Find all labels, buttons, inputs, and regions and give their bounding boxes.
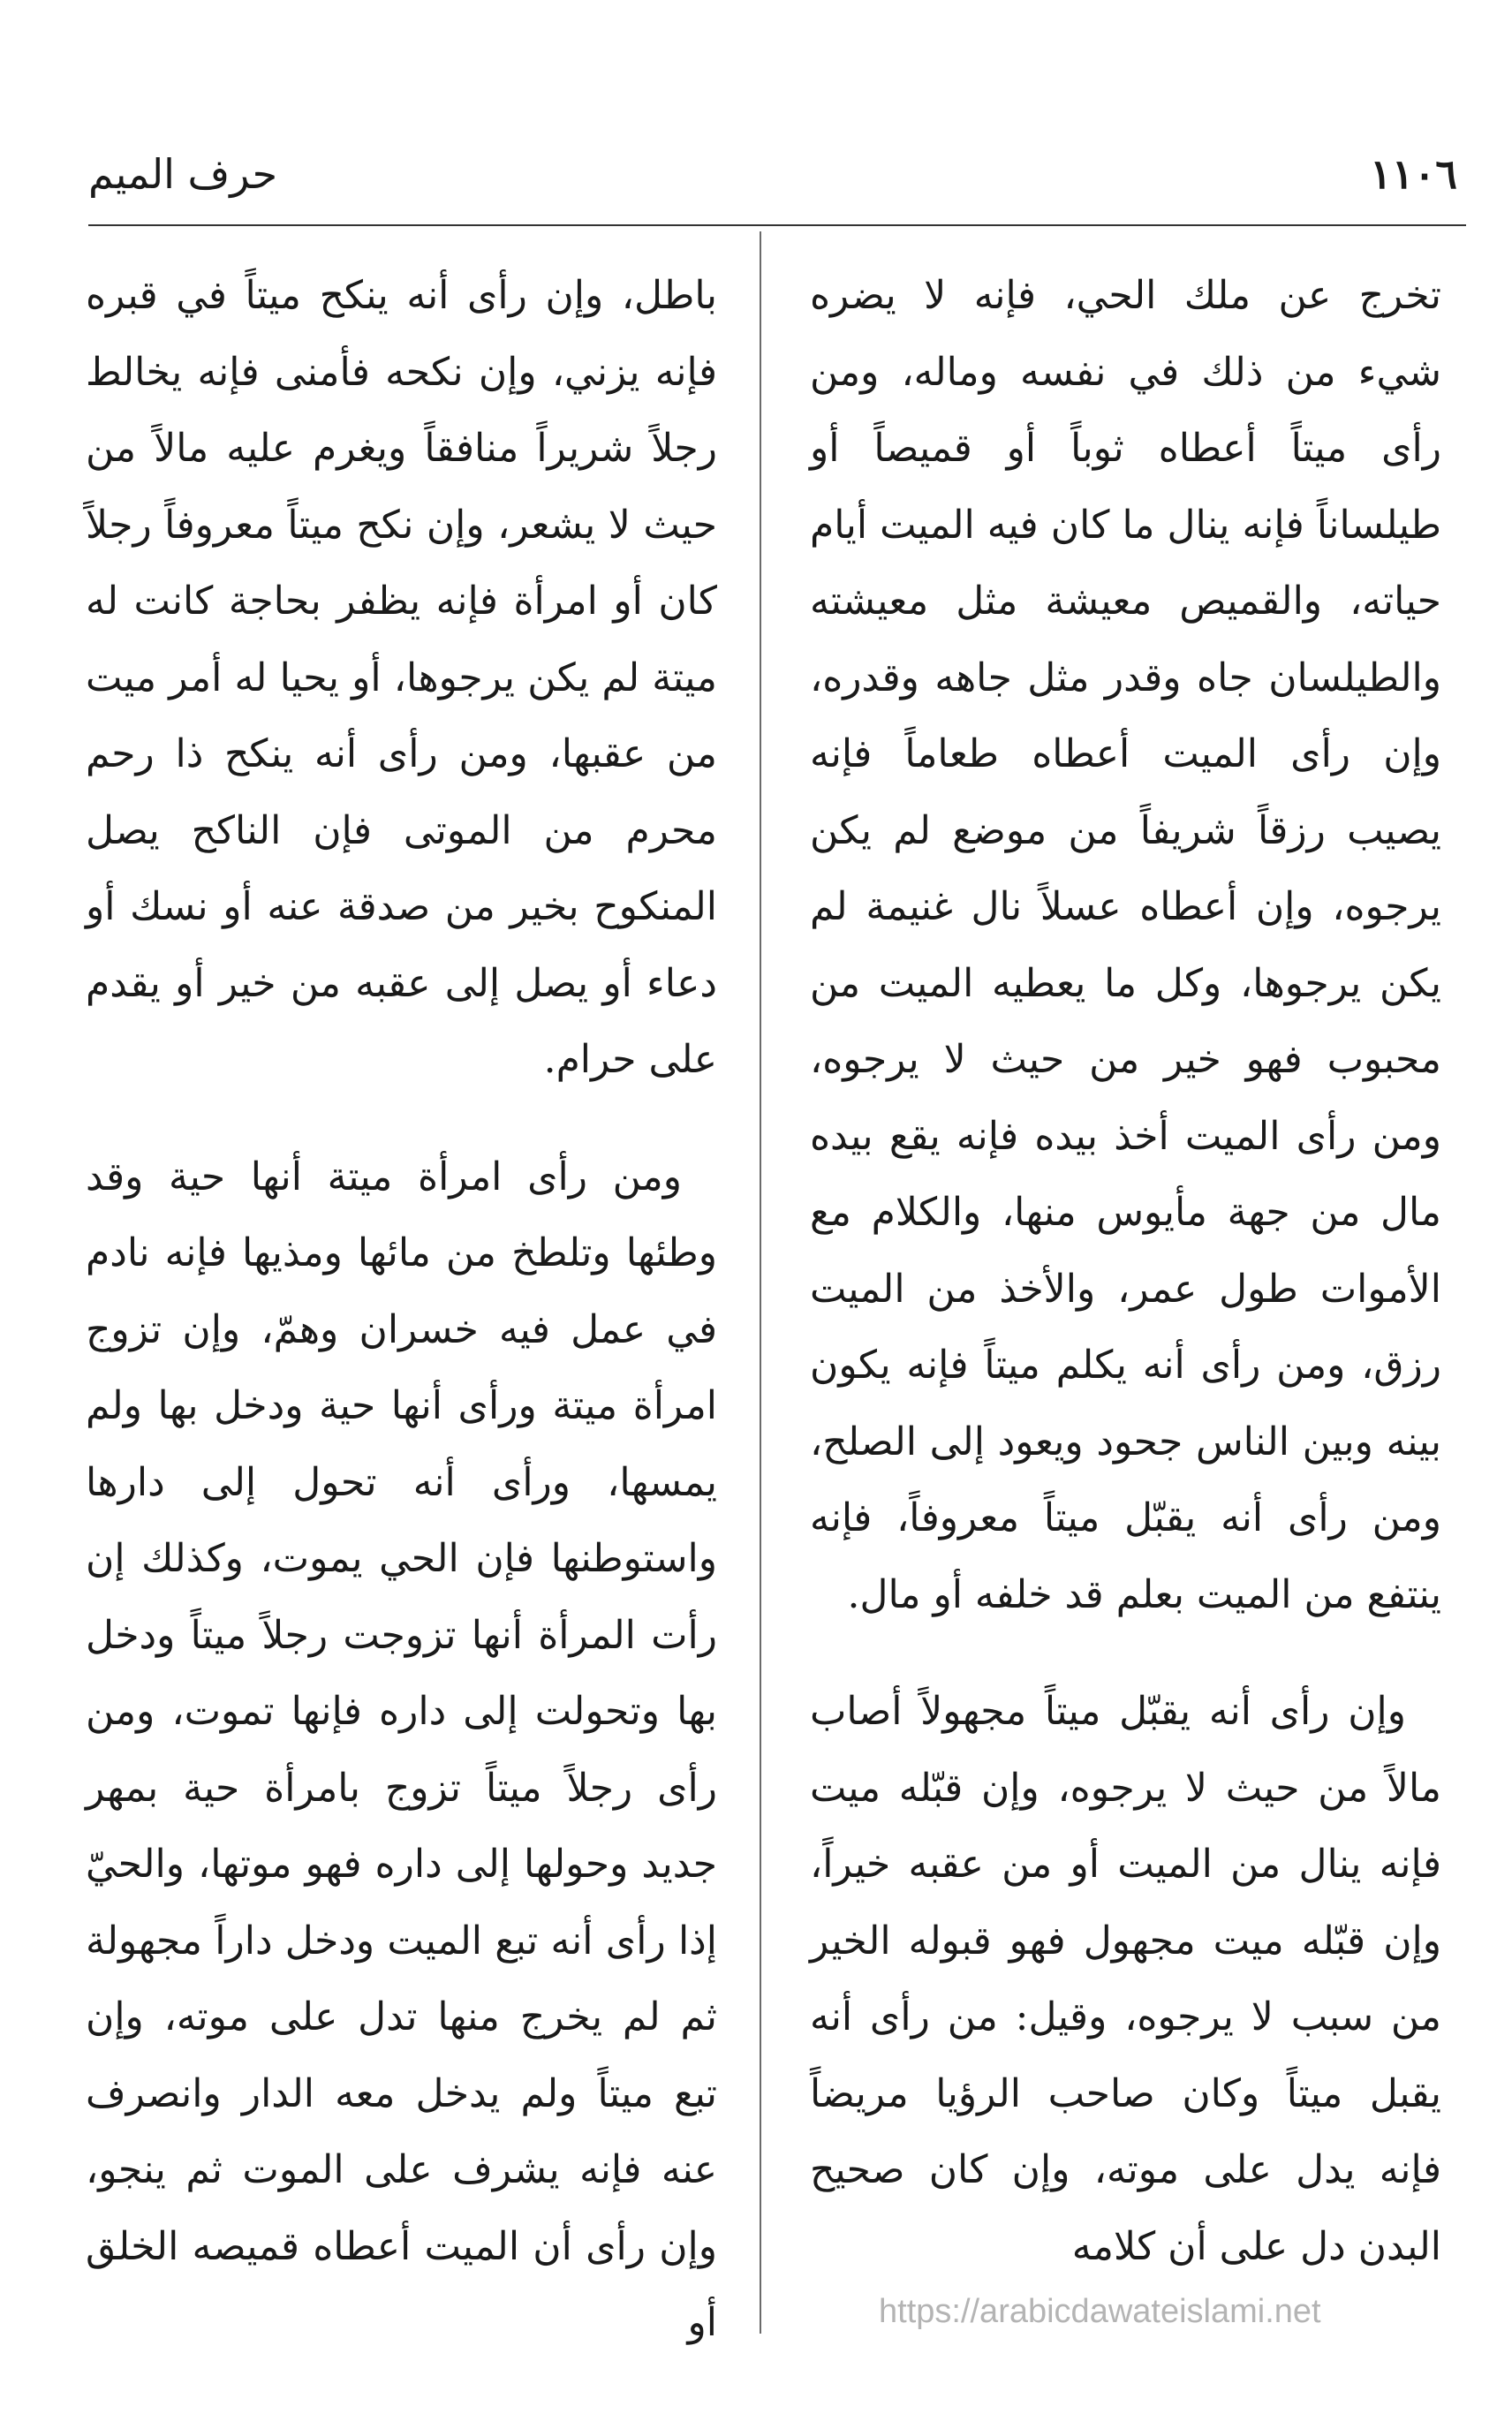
right-column-paragraph-2: وإن رأى أنه يقبّل ميتاً مجهولاً أصاب مالاً من حيث لا يرجوه، وإن قبّله ميت فإنه ينال من الميت أو من عقبه خيراً، وإن قبّله ميت مجهول فهو قبوله الخير من سبب لا يرجوه، وقيل: من رأى أنه يقبل ميتاً وكان صاحب الرؤيا مريضاً فإنه يدل على موته، وإن كان صحيح البدن دل على أن كلامه <box>810 1689 1441 2269</box>
right-column <box>810 258 1441 2285</box>
page-header <box>88 150 1457 221</box>
left-column-paragraph-1: باطل، وإن رأى أنه ينكح ميتاً في قبره فإنه يزني، وإن نكحه فأمنى فإنه يخالط رجلاً شريراً منافقاً ويغرم عليه مالاً من حيث لا يشعر، وإن نكح ميتاً معروفاً رجلاً كان أو امرأة فإنه يظفر بحاجة كانت له ميتة لم يكن يرجوها، أو يحيا له أمر ميت من عقبها، ومن رأى أنه ينكح ذا رحم محرم من الموتى فإن الناكح يصل المنكوح بخير من صدقة عنه أو نسك أو دعاء أو يصل إلى عقبه من خير أو يقدم على حرام. <box>86 273 717 1082</box>
watermark-url: https://arabicdawateislami.net <box>879 2293 1321 2330</box>
page-number: ١١٠٦ <box>1370 150 1457 198</box>
left-column <box>86 258 717 2362</box>
header-rule <box>88 224 1466 226</box>
left-column-paragraph-2: ومن رأى امرأة ميتة أنها حية وقد وطئها وتلطخ من مائها ومذيها فإنه نادم في عمل فيه خسران وهمّ، وإن تزوج امرأة ميتة ورأى أنها حية ودخل بها ولم يمسها، ورأى أنه تحول إلى دارها واستوطنها فإن الحي يموت، وكذلك إن رأت المرأة أنها تزوجت رجلاً ميتاً ودخل بها وتحولت إلى داره فإنها تموت، ومن رأى رجلاً ميتاً تزوج بامرأة حية بمهر جديد وحولها إلى داره فهو موتها، والحيّ إذا رأى أنه تبع الميت ودخل داراً مجهولة ثم لم يخرج منها تدل على موته، وإن تبع ميتاً ولم يدخل معه الدار وانصرف عنه فإنه يشرف على الموت ثم ينجو، وإن رأى أن الميت أعطاه قميصه الخلق أو <box>86 1154 717 2345</box>
column-divider <box>760 231 761 2334</box>
right-column-paragraph-1: تخرج عن ملك الحي، فإنه لا يضره شيء من ذلك في نفسه وماله، ومن رأى ميتاً أعطاه ثوباً أو قميصاً أو طيلساناً فإنه ينال ما كان فيه الميت أيام حياته، والقميص معيشة مثل معيشته والطيلسان جاه وقدر مثل جاهه وقدره، وإن رأى الميت أعطاه طعاماً فإنه يصيب رزقاً شريفاً من موضع لم يكن يرجوه، وإن أعطاه عسلاً نال غنيمة لم يكن يرجوها، وكل ما يعطيه الميت من محبوب فهو خير من حيث لا يرجوه، ومن رأى الميت أخذ بيده فإنه يقع بيده مال من جهة مأيوس منها، والكلام مع الأموات طول عمر، والأخذ من الميت رزق، ومن رأى أنه يكلم ميتاً فإنه يكون بينه وبين الناس جحود ويعود إلى الصلح، ومن رأى أنه يقبّل ميتاً معروفاً، فإنه ينتفع من الميت بعلم قد خلفه أو مال. <box>810 273 1441 1617</box>
running-title: حرف الميم <box>88 150 278 198</box>
